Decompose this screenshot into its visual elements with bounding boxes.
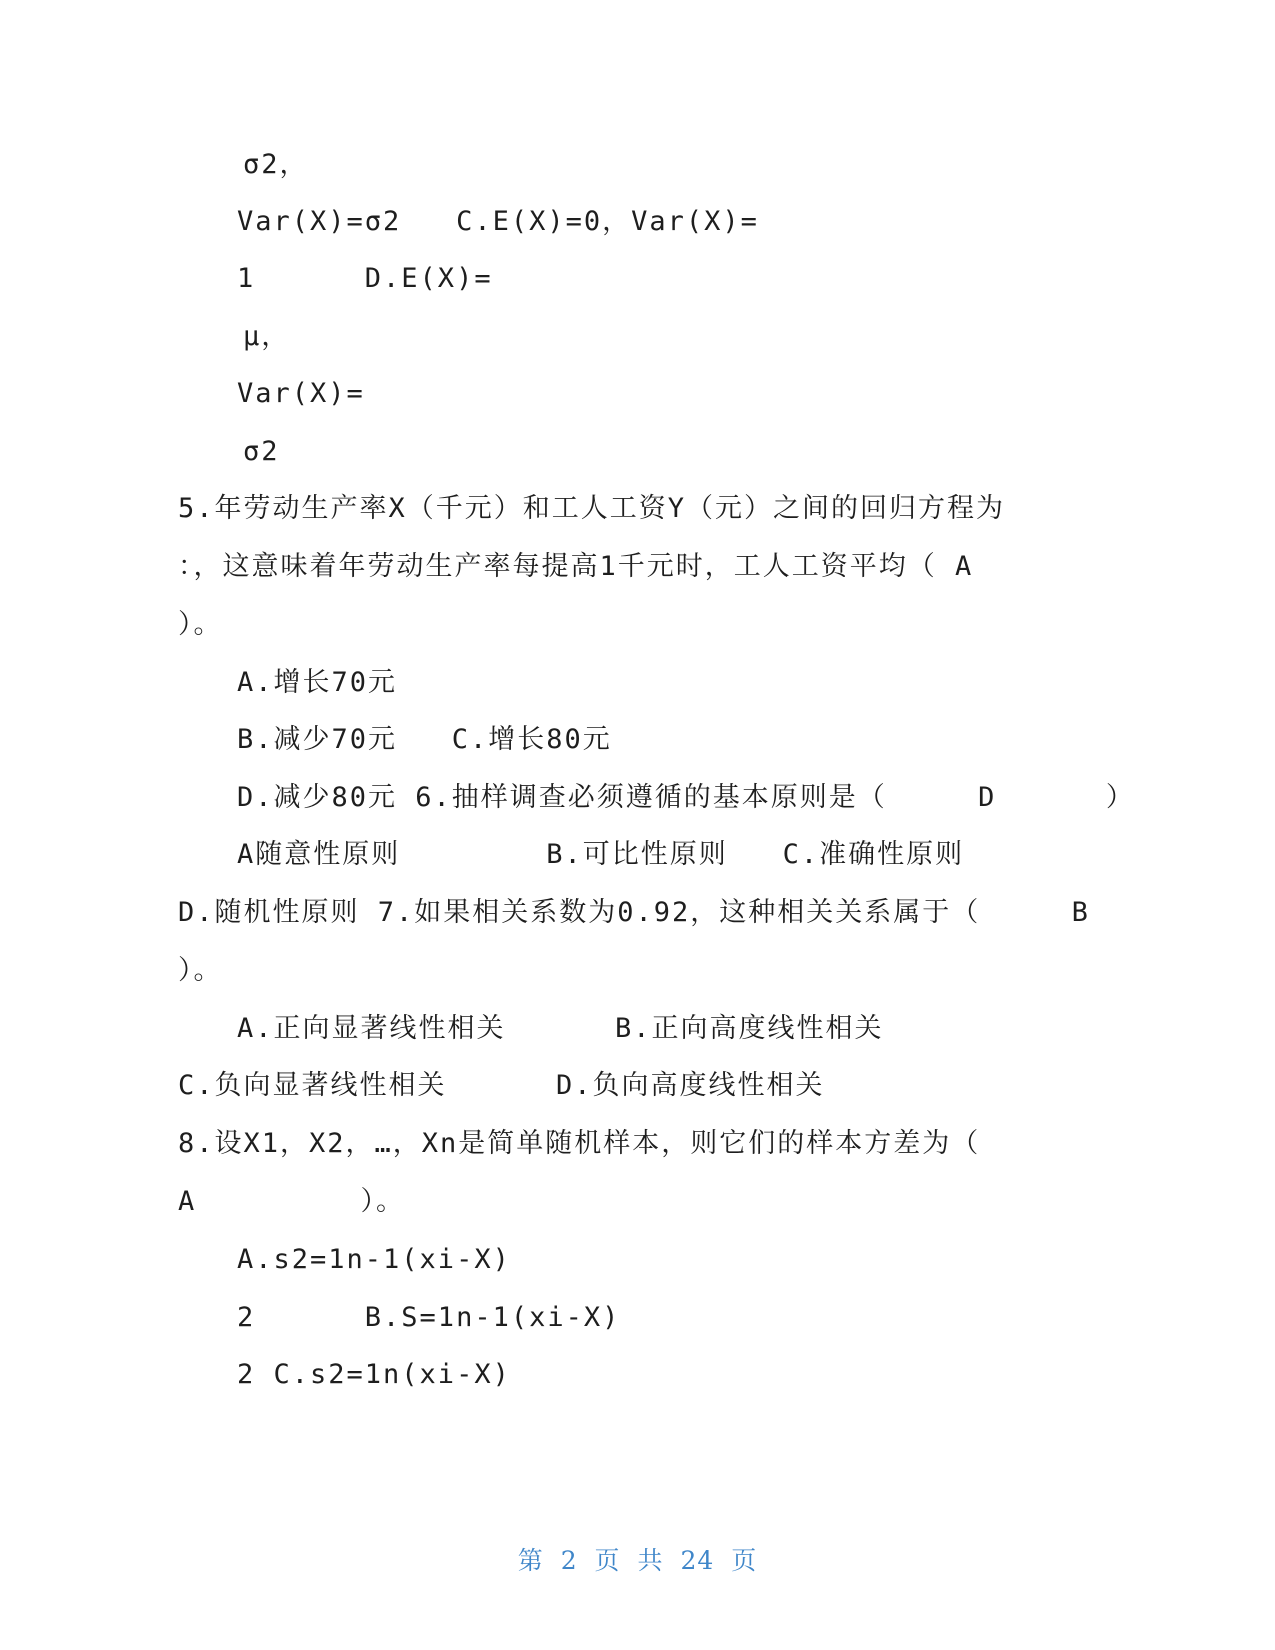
text-line-1: σ2， [243, 149, 309, 180]
text-line-17: C.负向显著线性相关 D.负向高度线性相关 [178, 1070, 825, 1101]
text-line-3: 1 D.E(X)= [237, 263, 493, 294]
text-line-8: ：，这意味着年劳动生产率每提高1千元时，工人工资平均（ A [178, 551, 974, 582]
text-line-5: Var(X)= [237, 378, 365, 409]
text-line-20: A.s2=1n-1(xi-X) [237, 1244, 511, 1275]
footer-suffix: 页 [731, 1546, 758, 1575]
text-line-16: A.正向显著线性相关 B.正向高度线性相关 [237, 1013, 884, 1044]
footer-total-word: 共 [637, 1546, 664, 1575]
text-line-13: A随意性原则 B.可比性原则 C.准确性原则 [237, 839, 965, 870]
text-line-22: 2 C.s2=1n(xi-X) [237, 1359, 511, 1390]
text-line-4: μ， [243, 321, 291, 352]
text-line-15: ）。 [178, 955, 223, 986]
page-footer [0, 1545, 1275, 1577]
footer-page-word: 页 [594, 1546, 621, 1575]
text-line-18: 8.设X1，X2，…，Xn是简单随机样本，则它们的样本方差为（ [178, 1128, 981, 1159]
text-line-7: 5.年劳动生产率X（千元）和工人工资Y（元）之间的回归方程为 [178, 493, 1006, 524]
footer-current-page: 2 [560, 1546, 578, 1575]
text-line-2: Var(X)=σ2 C.E(X)=0，Var(X)= [237, 206, 759, 237]
text-line-19: A ）。 [178, 1186, 406, 1217]
text-line-12: D.减少80元 6.抽样调查必须遵循的基本原则是（ D ） [237, 782, 1135, 813]
text-line-11: B.减少70元 C.增长80元 [237, 724, 612, 755]
footer-prefix: 第 [517, 1546, 544, 1575]
text-line-21: 2 B.S=1n-1(xi-X) [237, 1302, 621, 1333]
footer-total-pages: 24 [680, 1546, 715, 1575]
text-line-14: D.随机性原则 7.如果相关系数为0.92，这种相关关系属于（ B [178, 897, 1090, 928]
text-line-10: A.增长70元 [237, 667, 398, 698]
text-line-6: σ2 [243, 436, 280, 467]
text-line-9: ）。 [178, 609, 223, 640]
